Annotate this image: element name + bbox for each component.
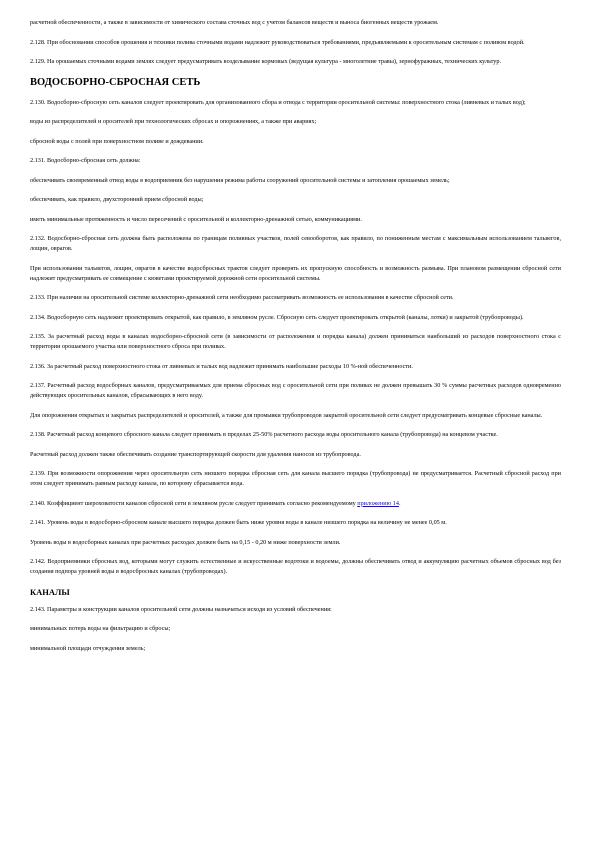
paragraph: 2.129. На орошаемых сточными водами землях следует предусматривать возделывание кормовых (ведущая культура - многолетние травы), зернофуражных, технических культур. (30, 58, 502, 65)
paragraph: 2.136. За расчетный расход поверхностного стока от ливневых и талых вод надлежит принимать наибольшие расходы 10 %-ной обеспеченности. (30, 362, 413, 370)
subsection-heading: КАНАЛЫ (30, 586, 70, 597)
paragraph: 2.134. Водосборную сеть надлежит проектировать открытой, как правило, в земляном русле. Сбросную сеть следует проектировать открытой (каналы, лотки) и закрытой (трубопроводы). (30, 313, 524, 321)
paragraph: иметь минимальные протяженность и число пересечений с оросительной и коллекторно-дренажной сетью, коммуникациями. (30, 215, 362, 223)
section-heading: ВОДОСБОРНО-СБРОСНАЯ СЕТЬ (30, 76, 201, 88)
paragraph: 2.135. За расчетный расход воды в каналах водосборно-сбросной сети (в зависимости от расположения и порядка канала) должен приниматься наибольший из расходов поверхностного стока с территории орошаемого участка или поверхностного сброса при поливах. (30, 333, 561, 350)
paragraph: обеспечивать, как правило, двухсторонний прием сбросной воды; (30, 196, 204, 203)
paragraph: Для опорожнения открытых и закрытых распределителей и оросителей, а также для промывки трубопроводов закрытой оросительной сети следует предусматривать концевые сбросные каналы. (30, 411, 543, 419)
paragraph: сбросной воды с полей при поверхностном поливе и дождевании. (30, 137, 204, 145)
paragraph-text: 2.140. Коэффициент шероховатости каналов сбросной сети в земляном русле следует принимать согласно рекомендуемому (30, 499, 358, 507)
paragraph: Уровень воды в водосборных каналах при расчетных расходах должен быть на 0,15 - 0,20 м ниже поверхности земли. (30, 538, 341, 546)
paragraph: 2.128. При обосновании способов орошения и техники полива сточными водами надлежит руководствоваться требованиями, предъявляемыми к оросительным системам с поливом водой. (30, 38, 525, 46)
paragraph: 2.143. Параметры и конструкции каналов оросительной сети должны назначаться исходя из условий обеспечения: (30, 605, 332, 613)
paragraph: воды из распределителей и оросителей при технологических сбросах и опорожнениях, а также при авариях; (30, 118, 317, 125)
paragraph: расчетной обеспеченности, а также в зависимости от химического состава сточных вод с учетом балансов веществ и выноса биогенных веществ урожаем. (30, 19, 439, 26)
paragraph: минимальной площади отчуждения земель; (30, 644, 146, 652)
paragraph-text-end: . (398, 499, 401, 507)
paragraph: 2.138. Расчетный расход концевого сбросного канала следует принимать в пределах 25-50% расчетного расхода воды оросительного канала (трубопровода) на концевом участке. (30, 431, 498, 438)
paragraph: Расчетный расход должен также обеспечивать создание транспортирующей скорости для удаления наносов из трубопровода. (30, 450, 361, 458)
paragraph: 2.137. Расчетный расход водосборных каналов, предусматриваемых для приема сбросных вод с оросительной сети при поливах не должен превышать 30 % суммы расчетных расходов одновременно действующих оросительных каналов, сбрасывающих в него воду. (30, 382, 561, 399)
paragraph: 2.142. Водоприемники сбросных вод, которыми могут служить естественные и искусственные водотоки и водоемы, должны обеспечивать отвод и аккумуляцию расчетных объемов сбросных вод без создания подпора уровней воды в водосбросных каналах (трубопроводах). (30, 558, 561, 575)
paragraph: 2.130. Водосборно-сбросную сеть каналов следует проектировать для организованного сбора и отвода с территории оросительной системы: поверхностного стока (ливневых и талых вод); (30, 98, 526, 106)
paragraph: обеспечивать своевременный отвод воды в водоприемник без нарушения режима работы сооружений оросительной системы и затопления орошаемых земель; (30, 176, 450, 184)
paragraph: 2.139. При возможности опорожнения через оросительную сеть низшего порядка сбросная сеть для канала высшего порядка (трубопровода) не предусматривается. Расчетный сбросной расход при этом следует принимать равным расходу канала, по которому сбрасывается вода. (30, 470, 561, 487)
paragraph: 2.131. Водосборно-сбросная сеть должна: (30, 157, 141, 164)
appendix-link[interactable]: приложению 14 (357, 499, 399, 507)
paragraph: минимальных потерь воды на фильтрацию и сбросы; (30, 625, 171, 632)
paragraph (30, 499, 561, 509)
paragraph: 2.133. При наличии на оросительной системе коллекторно-дренажной сети необходимо рассматривать возможность ее использования в качестве сбросной сети. (30, 294, 454, 301)
paragraph: При использовании тальвегов, лощин, оврагов в качестве водосбросных трактов следует проверять их пропускную способность и возможность размыва. При плановом размещении сбросной сети надлежит предусматривать ее совмещение с кюветами проектируемой дорожной сети оросительной системы. (30, 264, 561, 282)
paragraph: 2.141. Уровень воды в водосборно-сбросном канале высшего порядка должен быть ниже уровня воды в канале низшего порядка на величину не менее 0,05 м. (30, 519, 447, 526)
paragraph: 2.132. Водосборно-сбросная сеть должна быть расположена по границам поливных участков, полей севооборотов, как правило, по пониженным местам с максимальным использованием тальвегов, лощин, оврагов. (30, 235, 561, 252)
